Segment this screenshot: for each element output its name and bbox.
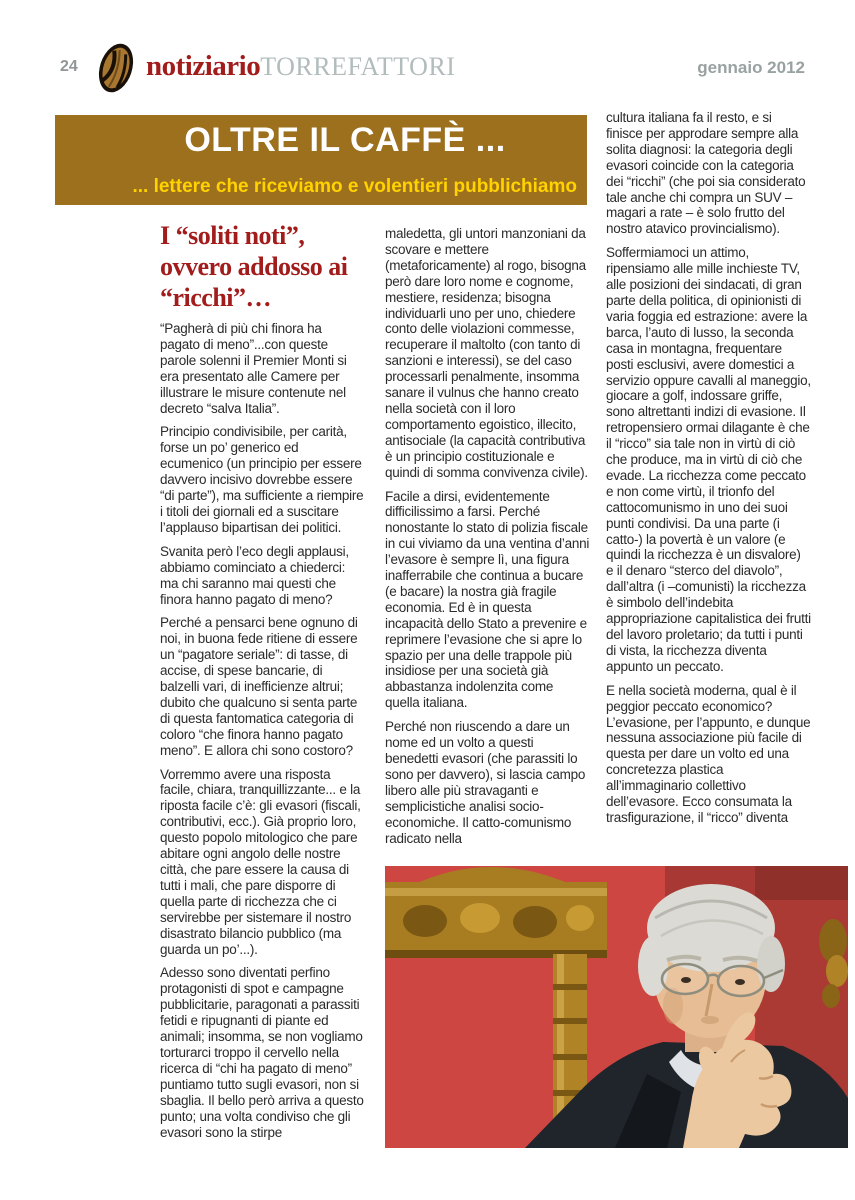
paragraph: Vorremmo avere una risposta facile, chiara, tranquillizzante... e la riposta facile c’è: gli evasori (fiscali, contributivi, ecc.). Già proprio loro, questo popolo mitologico che pare abitare ogni angolo delle nostre città, che pare essere la causa di tutti i mali, che pare disporre di quella parte di ricchezza che ci servirebbe per sistemare il nostro disastrato bilancio pubblico (ma guarda un po’...).	[160, 766, 361, 957]
paragraph: Perché a pensarci bene ognuno di noi, in buona fede ritiene di essere un “pagatore seriale”: di tasse, di accise, di spese bancarie, di balzelli vari, di inefficienze altrui; dubito che qualcuno si senta parte di questa fantomatica categoria di coloro “che finora hanno pagato meno”. E allora chi sono costoro?	[160, 615, 358, 758]
issue-date: gennaio 2012	[697, 58, 805, 77]
article-title-line: ovvero addosso ai	[160, 252, 348, 281]
paragraph: “Pagherà di più chi finora ha pagato di meno”...con queste parole solenni il Premier Monti si era presentato alle Camere per illustrare le misure contenute nel decreto “salva Italia”.	[160, 321, 347, 416]
section-banner	[55, 115, 587, 205]
paragraph: Principio condivisibile, per carità, forse un po’ generico ed ecumenico (un principio per essere davvero incisivo dovrebbe essere “di parte”), ma sufficiente a riempire i titoli dei giornali ed a suscitare l’applauso bipartisan dei politici.	[160, 424, 364, 535]
brand-primary: notiziario	[146, 50, 261, 82]
paragraph: maledetta, gli untori manzoniani da scovare e mettere (metaforicamente) al rogo, bisogna però dare loro nome e cognome, mestiere, residenza; bisogna individuarli uno per uno, chiedere conto delle violazioni commesse, recuperare il maltolto (con tanto di sanzioni e interessi), se del caso processarli penalmente, insomma sanare il vulnus che hanno creato nella società con il loro comportamento egoistico, illecito, antisociale (la capacità contributiva è un principio costituzionale e quindi di somma convivenza civile).	[385, 226, 588, 480]
paragraph: Adesso sono diventati perfino protagonisti di spot e campagne pubblicitarie, paragonati a parassiti fetidi e ripugnanti di piante ed animali; insomma, se non vogliamo torturarci troppo il cervello nella ricerca di “chi ha pagato di meno” puntiamo tutto sugli evasori, non si sbaglia. Il bello però arriva a questo punto; una volta condiviso che gli evasori sono la stirpe	[160, 965, 364, 1140]
paragraph: Soffermiamoci un attimo, ripensiamo alle mille inchieste TV, alle posizioni dei sindacati, di gran parte della politica, di opinionisti di varia foggia ed estrazione: avere la barca, l’auto di lusso, la seconda casa in montagna, frequentare posti esclusivi, avere domestici a servizio oppure cavalli al maneggio, giocare a golf, indossare griffe, sono altrettanti indizi di evasione. Il retropensiero ormai dilagante è che il “ricco” sia tale non in virtù di ciò che produce, ma in virtù di ciò che evade. La ricchezza come peccato e non come virtù, il trionfo del cattocomunismo in uno dei suoi punti condivisi. Da una parte (i catto-) la povertà è un valore (e quindi la ricchezza è un disvalore) e il denaro “sterco del diavolo”, dall’altra (i –comunisti) la ricchezza è simbolo dell’indebita appropriazione capitalistica dei frutti del lavoro proletario; da tutti i punti di vista, la ricchezza diventa appunto un peccato.	[606, 245, 811, 674]
paragraph: E nella società moderna, qual è il peggior peccato economico? L’evasione, per l’appunto, e dunque nessuna associazione più facile di questa per dare un volto ed una concretezza plastica all’immaginario collettivo dell’evasore. Ecco consumata la trasfigurazione, il “ricco” diventa	[606, 682, 811, 825]
banner-subtitle: ... lettere che riceviamo e volentieri pubblichiamo	[132, 176, 577, 197]
monti-photo	[385, 866, 848, 1148]
coffee-bean-icon	[93, 40, 139, 96]
article-title	[160, 220, 375, 313]
paragraph: Facile a dirsi, evidentemente difficilissimo a farsi. Perché nonostante lo stato di polizia fiscale in cui viviamo da una ventina d’anni l’evasore è sempre lì, una figura inafferrabile che continua a bucare (e bacare) la nostra già fragile economia. Ed è in questa incapacità dello Stato a prevenire e reprimere l’evasione che si apre lo spazio per una delle trappole più insidiose per una società già abbastanza indolenzita come quella italiana.	[385, 488, 590, 711]
paragraph: Svanita però l’eco degli applausi, abbiamo cominciato a chiederci: ma chi saranno mai questi che finora hanno pagato di meno?	[160, 543, 349, 607]
page-number: 24	[60, 58, 78, 75]
paragraph: cultura italiana fa il resto, e si finisce per approdare sempre alla solita diagnosi: la categoria degli evasori coincide con la categoria dei “ricchi” (che poi sia considerato tale anche chi compra un SUV – magari a rate – è solo frutto del nostro atavico provincialismo).	[606, 110, 806, 237]
brand-secondary: TORREFATTORI	[260, 52, 456, 81]
newsletter-brand	[146, 50, 455, 83]
article-column-1	[160, 321, 364, 1148]
paragraph: Perché non riuscendo a dare un nome ed un volto a questi benedetti evasori (che parassiti lo sono per davvero), si lascia campo libero alle più stravaganti e semplicistiche analisi socio-economiche. Il catto-comunismo radicato nella	[385, 719, 586, 846]
article-column-3	[606, 110, 811, 834]
article-column-2	[385, 226, 590, 854]
article-title-line: I “soliti noti”,	[160, 221, 305, 250]
article-title-line: “ricchi”…	[160, 283, 272, 312]
banner-title: OLTRE IL CAFFÈ ...	[184, 121, 506, 159]
